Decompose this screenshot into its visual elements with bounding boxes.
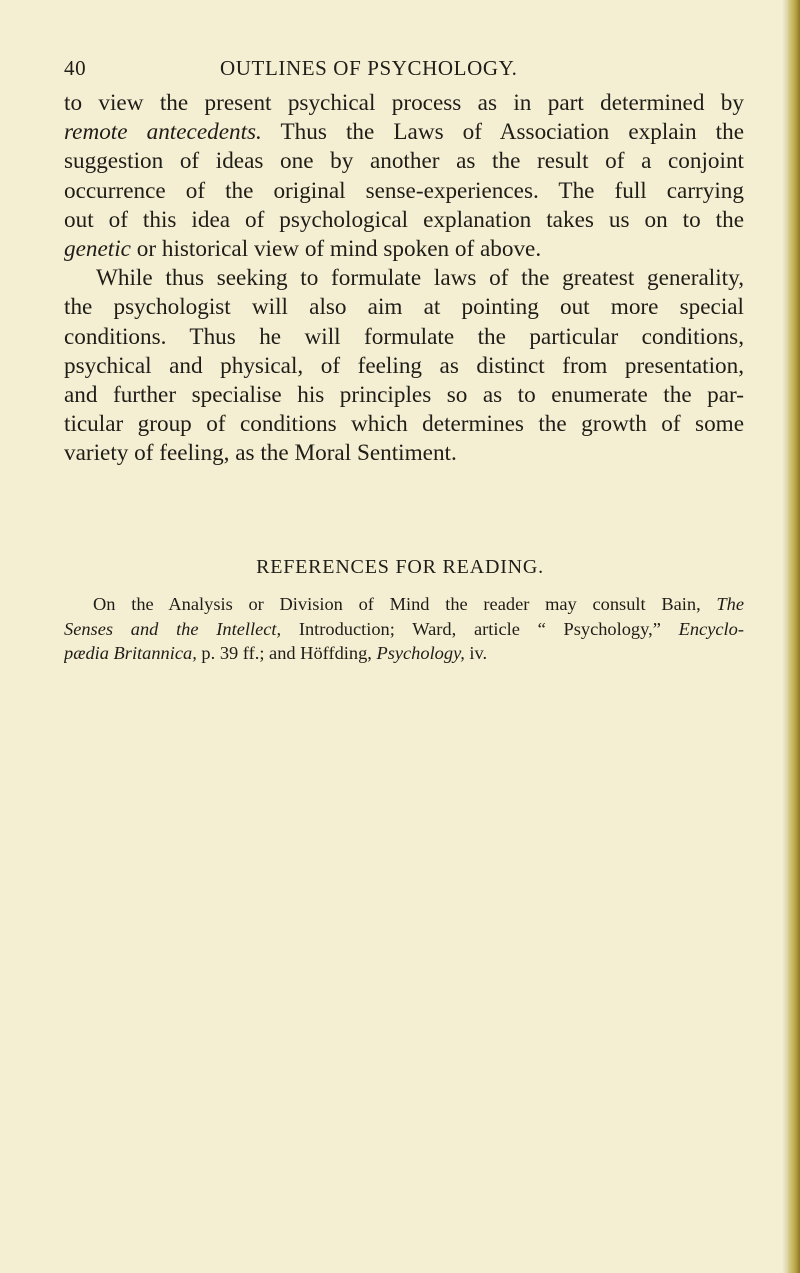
body-text — [64, 89, 744, 468]
text-line: occurrence of the original sense-experiences. The full carrying — [64, 177, 744, 204]
reference-line: pædia Britannica, p. 39 ff.; and Höffding, Psychology, iv. — [64, 643, 488, 664]
text-line: While thus seeking to formulate laws of the greatest generality, — [96, 265, 744, 292]
book-title: Psychology, — [376, 643, 465, 664]
book-title: Encyclo- — [678, 618, 744, 639]
references-body — [64, 592, 744, 666]
book-title: The — [716, 594, 744, 614]
page-header — [64, 56, 744, 86]
text-line: and further specialise his principles so as to enumerate the par- — [64, 381, 744, 408]
page-number: 40 — [64, 56, 87, 80]
text-line: genetic or historical view of mind spoken of above. — [64, 235, 542, 262]
text-line: the psychologist will also aim at pointing out more special — [64, 294, 744, 321]
book-title: pædia Britannica, — [64, 643, 197, 664]
text-line: to view the present psychical process as in part determined by — [64, 90, 744, 116]
text-line: variety of feeling, as the Moral Sentiment. — [64, 440, 457, 467]
emphasis: genetic — [64, 235, 131, 262]
book-title: Senses and the Intellect, — [64, 618, 282, 639]
emphasis: remote antecedents. — [64, 119, 262, 146]
running-head: OUTLINES OF PSYCHOLOGY. — [220, 56, 518, 80]
text-line: suggestion of ideas one by another as the result of a conjoint — [64, 148, 744, 175]
text-line: ticular group of conditions which determines the growth of some — [64, 411, 744, 438]
reference-line: Senses and the Intellect, Introduction; Ward, article “ Psychology,” Encyclo- — [64, 618, 744, 639]
text-line: out of this idea of psychological explanation takes us on to the — [64, 206, 744, 233]
text-line: psychical and physical, of feeling as distinct from presentation, — [64, 352, 744, 379]
references-heading: REFERENCES FOR READING. — [256, 556, 544, 578]
text-line: conditions. Thus he will formulate the particular conditions, — [64, 323, 744, 350]
reference-line: On the Analysis or Division of Mind the reader may consult Bain, The — [93, 594, 744, 614]
page-edge — [788, 0, 800, 1273]
text-line: remote antecedents. Thus the Laws of Association explain the — [64, 119, 744, 146]
